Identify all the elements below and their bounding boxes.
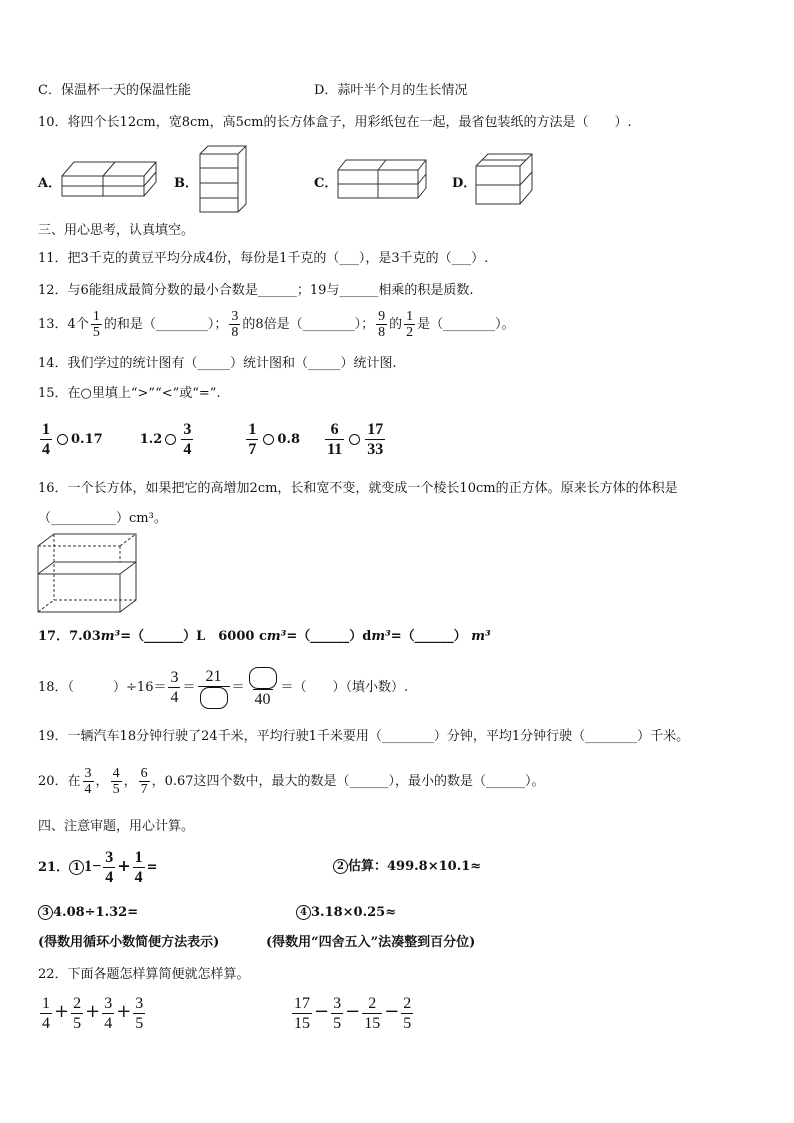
q20-text-2: ，0.67这四个数中，最大的数是（______），最小的数是（______）。 xyxy=(151,774,545,789)
denominator: 4 xyxy=(134,869,143,886)
denominator: 15 xyxy=(294,1015,310,1032)
q13-text-1: 13．4个 xyxy=(38,317,89,332)
q21-expr-1a: 1− xyxy=(84,858,102,875)
denominator: 5 xyxy=(403,1015,412,1032)
q18 xyxy=(38,666,408,710)
numerator: 3 xyxy=(104,995,113,1012)
q20-fraction-3 xyxy=(139,766,150,797)
denominator: 8 xyxy=(231,325,239,340)
denominator: 5 xyxy=(92,325,100,340)
numerator: 3 xyxy=(135,995,144,1012)
fraction xyxy=(292,994,312,1033)
q18-fraction-1 xyxy=(168,668,180,707)
circled-number-1: 1 xyxy=(69,860,84,875)
numerator: 9 xyxy=(378,309,386,324)
numerator: 3 xyxy=(105,849,114,866)
q13-text-2: 的和是（________）； xyxy=(103,317,228,332)
numerator: 1 xyxy=(92,309,100,324)
denominator: 4 xyxy=(105,869,114,886)
q21-part-1 xyxy=(38,846,158,888)
q15-e1-fraction xyxy=(40,420,52,459)
fraction xyxy=(401,994,413,1033)
denominator: 4 xyxy=(170,689,179,706)
numerator: 4 xyxy=(112,766,120,781)
q22-question: 22．下面各题怎样算简便就怎样算。 xyxy=(38,967,250,982)
q21-part-2 xyxy=(333,858,481,876)
numerator: 21 xyxy=(205,667,222,685)
q21-label: 21． xyxy=(38,860,70,875)
denominator: 40 xyxy=(254,690,271,708)
q13-fraction-2 xyxy=(229,309,240,340)
minus-sign: − xyxy=(345,1001,361,1022)
numerator: 3 xyxy=(170,669,179,686)
compare-circle-icon[interactable] xyxy=(165,434,176,445)
denominator: 5 xyxy=(73,1015,82,1032)
circled-number-4: 4 xyxy=(296,905,311,920)
numerator: 1 xyxy=(248,421,257,438)
q20-fraction-1 xyxy=(83,766,94,797)
numerator: 2 xyxy=(73,995,82,1012)
q21-part-4 xyxy=(296,904,396,922)
denominator: 11 xyxy=(327,441,343,458)
denominator: 7 xyxy=(140,782,148,797)
q10-label-a: A． xyxy=(38,176,62,191)
denominator: 4 xyxy=(104,1015,113,1032)
q15-e2-value: 1.2 xyxy=(139,432,163,447)
numerator: 2 xyxy=(368,995,377,1012)
q17-text-1: 17．7.03 xyxy=(38,629,101,644)
blank-paren[interactable] xyxy=(247,667,279,689)
minus-sign: − xyxy=(384,1001,400,1022)
q21-expr-2: 估算：499.8×10.1≈ xyxy=(348,859,482,874)
q15-e3-fraction xyxy=(246,420,258,459)
q10-question: 10．将四个长12cm，宽8cm，高5cm的长方体盒子，用彩纸包在一起，最省包装纸的方法是（ ）. xyxy=(38,115,632,130)
denominator: 4 xyxy=(42,1015,50,1032)
q10-label-b: B． xyxy=(174,176,198,191)
q21-fraction-1 xyxy=(103,848,115,887)
q16-answer: （__________）cm³。 xyxy=(38,511,167,526)
numerator: 1 xyxy=(406,309,414,324)
plus-sign: + xyxy=(85,1001,101,1022)
denominator: 5 xyxy=(112,782,120,797)
denominator: 5 xyxy=(333,1015,342,1032)
fraction xyxy=(331,994,343,1033)
numerator: 3 xyxy=(183,421,192,438)
q13-fraction-4 xyxy=(404,309,415,340)
denominator: 5 xyxy=(135,1015,144,1032)
q13-fraction-3 xyxy=(376,309,387,340)
q18-equals-2: ＝ xyxy=(231,680,245,695)
q22-expr-2 xyxy=(290,990,415,1036)
q15-e4-fraction-a xyxy=(325,420,344,459)
plus-sign: + xyxy=(117,856,131,875)
q15-e3-value: 0.8 xyxy=(277,432,301,447)
q9-option-d: D．蒜叶半个月的生长情况 xyxy=(314,83,468,98)
q13-text-4: 的 xyxy=(389,317,403,332)
q11: 11．把3千克的黄豆平均分成4份，每份是1千克的（___），是3千克的（___）. xyxy=(38,251,489,266)
q19: 19．一辆汽车18分钟行驶了24千米，平均行驶1千米要用（________）分钟，平均1分钟行驶（________）千米。 xyxy=(38,729,690,744)
q13 xyxy=(38,308,515,342)
q18-text-2: ＝（ ）（填小数）. xyxy=(280,680,409,695)
q15-e2-fraction xyxy=(181,420,193,459)
circled-number-3: 3 xyxy=(38,905,53,920)
denominator: 33 xyxy=(367,441,384,458)
section-4-heading: 四、注意审题，用心计算。 xyxy=(38,819,195,834)
q13-fraction-1 xyxy=(91,309,102,340)
numerator: 3 xyxy=(333,995,342,1012)
q14: 14．我们学过的统计图有（_____）统计图和（_____）统计图. xyxy=(38,356,397,371)
q17-text-2: =（______）L 6000 c xyxy=(120,629,267,644)
denominator: 4 xyxy=(84,782,92,797)
q18-equals-1: ＝ xyxy=(182,680,196,695)
q15-e1-value: 0.17 xyxy=(71,432,103,447)
fraction xyxy=(133,994,145,1033)
numerator: 3 xyxy=(231,309,239,324)
q10-figure-c xyxy=(336,158,430,200)
numerator: 6 xyxy=(330,421,339,438)
q10-figure-d xyxy=(474,152,536,208)
q20-text-1: 20．在 xyxy=(38,774,81,789)
q21-expr-4: 3.18×0.25≈ xyxy=(311,905,397,920)
q18-fraction-3 xyxy=(247,667,279,709)
q17-unit-2: m³ xyxy=(266,629,287,644)
q16-question: 16．一个长方体，如果把它的高增加2cm，长和宽不变，就变成一个棱长10cm的正方体。原来长方体的体积是 xyxy=(38,481,678,496)
fraction xyxy=(40,994,52,1033)
q22-expr-1 xyxy=(38,990,147,1036)
plus-sign: + xyxy=(116,1001,132,1022)
q21-note-2: (得数用“四舍五入”法凑整到百分位) xyxy=(266,935,476,950)
q21-expr-1b: = xyxy=(146,860,158,875)
circled-number-2: 2 xyxy=(333,859,348,874)
compare-circle-icon[interactable] xyxy=(349,434,360,445)
numerator: 3 xyxy=(84,766,92,781)
q9-option-c: C．保温杯一天的保温性能 xyxy=(38,83,191,98)
denominator: 4 xyxy=(42,441,50,458)
q13-text-5: 是（________）。 xyxy=(417,317,515,332)
q17-unit-4: m³ xyxy=(471,629,491,644)
section-3-heading: 三、用心思考，认真填空。 xyxy=(38,223,195,238)
q17-text-3: =（______）d xyxy=(286,629,372,644)
q21-note-1: (得数用循环小数简便方法表示) xyxy=(38,935,220,950)
denominator: 7 xyxy=(248,441,257,458)
numerator: 1 xyxy=(42,995,50,1012)
compare-circle-icon[interactable] xyxy=(263,434,274,445)
fraction xyxy=(102,994,114,1033)
q15-comparisons xyxy=(38,420,387,459)
blank-paren[interactable] xyxy=(198,686,230,709)
q17 xyxy=(38,628,491,646)
q16-cuboid-figure xyxy=(36,532,140,616)
q17-unit-1: m³ xyxy=(100,629,121,644)
q21-expr-3: 4.08÷1.32= xyxy=(53,905,139,920)
denominator: 8 xyxy=(378,325,386,340)
q20-comma-1: ， xyxy=(95,774,109,789)
fraction xyxy=(362,994,382,1033)
q10-figure-a xyxy=(60,158,160,200)
q20-fraction-2 xyxy=(111,766,122,797)
q18-fraction-2 xyxy=(198,667,230,709)
denominator: 4 xyxy=(183,441,192,458)
q17-text-4: =（______） xyxy=(390,629,467,644)
q13-text-3: 的8倍是（________）； xyxy=(242,317,375,332)
denominator: 15 xyxy=(364,1015,381,1032)
q10-label-c: C． xyxy=(314,176,338,191)
denominator: 2 xyxy=(406,325,414,340)
q17-unit-3: m³ xyxy=(371,629,391,644)
q10-figure-b xyxy=(198,144,250,216)
q12: 12．与6能组成最简分数的最小合数是______；19与______相乘的积是质数. xyxy=(38,283,474,298)
q18-text-1: 18．（ ）÷16＝ xyxy=(38,680,167,695)
numerator: 17 xyxy=(294,995,310,1012)
q20-comma-2: ， xyxy=(123,774,137,789)
plus-sign: + xyxy=(54,1001,70,1022)
numerator: 1 xyxy=(42,421,50,438)
q21-part-3 xyxy=(38,904,138,922)
numerator: 6 xyxy=(140,766,148,781)
compare-circle-icon[interactable] xyxy=(57,434,68,445)
q15-question: 15．在○里填上“>”“<”或“=”. xyxy=(38,386,221,401)
q20 xyxy=(38,762,545,802)
numerator: 1 xyxy=(134,849,143,866)
numerator: 2 xyxy=(403,995,412,1012)
minus-sign: − xyxy=(314,1001,330,1022)
q21-fraction-2 xyxy=(133,848,145,887)
q10-label-d: D． xyxy=(452,176,477,191)
q15-e4-fraction-b xyxy=(365,420,385,459)
fraction xyxy=(71,994,83,1033)
numerator: 17 xyxy=(367,421,384,438)
